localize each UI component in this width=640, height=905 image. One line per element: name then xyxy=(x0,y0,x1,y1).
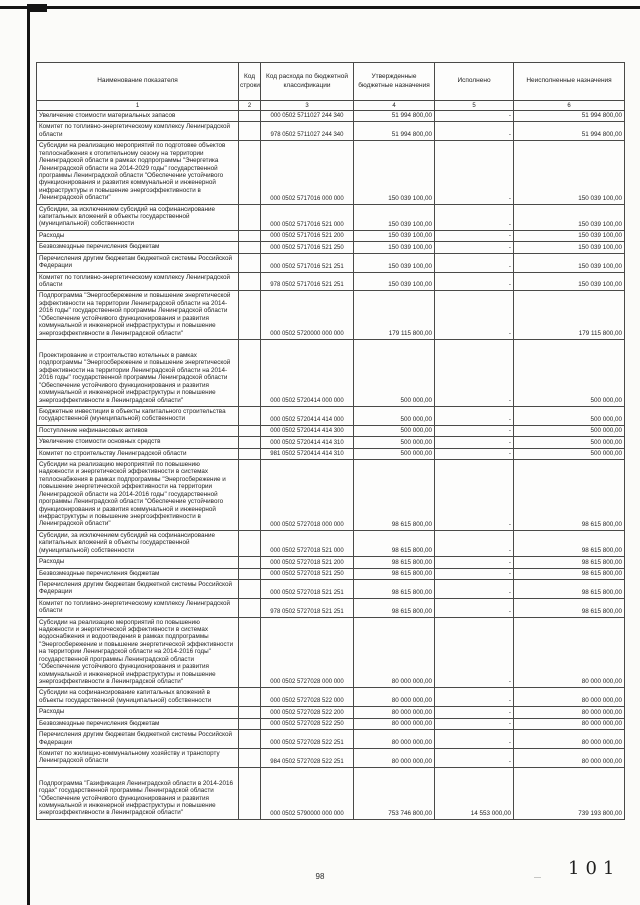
header-line-code: Код строки xyxy=(239,63,261,101)
cell-approved: 98 615 800,00 xyxy=(354,598,435,617)
stamp-number: 101 xyxy=(568,858,621,879)
cell-unexecuted: 51 994 800,00 xyxy=(514,122,625,141)
table-row xyxy=(37,767,625,819)
cell-line-code xyxy=(239,530,261,556)
cell-expense-code: 000 0502 5717016 000 000 xyxy=(261,141,354,204)
cell-indicator-name: Комитет по топливно-энергетическому комплексу Ленинградской области xyxy=(37,598,239,617)
table-row xyxy=(37,579,625,598)
table-row xyxy=(37,111,625,122)
cell-approved: 500 000,00 xyxy=(354,425,435,436)
cell-executed: - xyxy=(435,339,514,406)
cell-approved: 500 000,00 xyxy=(354,406,435,425)
cell-line-code xyxy=(239,253,261,272)
cell-approved: 51 994 800,00 xyxy=(354,111,435,122)
cell-line-code xyxy=(239,707,261,718)
cell-line-code xyxy=(239,617,261,688)
header-row xyxy=(37,63,625,101)
header-unexecuted: Неисполненные назначения xyxy=(514,63,625,101)
table-row xyxy=(37,688,625,707)
cell-indicator-name: Поступление нефинансовых активов xyxy=(37,425,239,436)
cell-expense-code: 000 0502 5720414 414 310 xyxy=(261,437,354,448)
cell-approved: 150 039 100,00 xyxy=(354,141,435,204)
cell-line-code xyxy=(239,688,261,707)
cell-approved: 80 000 000,00 xyxy=(354,688,435,707)
table-row xyxy=(37,707,625,718)
cell-indicator-name: Безвозмездные перечисления бюджетам xyxy=(37,568,239,579)
cell-executed: - xyxy=(435,242,514,253)
cell-unexecuted: 80 000 000,00 xyxy=(514,748,625,767)
scan-edge-left xyxy=(27,5,30,905)
cell-indicator-name: Расходы xyxy=(37,707,239,718)
column-number: 3 xyxy=(261,101,354,111)
cell-unexecuted: 98 615 800,00 xyxy=(514,460,625,531)
table-row xyxy=(37,557,625,568)
column-number: 5 xyxy=(435,101,514,111)
cell-line-code xyxy=(239,557,261,568)
cell-expense-code: 978 0502 5727018 521 251 xyxy=(261,598,354,617)
cell-executed: - xyxy=(435,204,514,230)
cell-unexecuted: 500 000,00 xyxy=(514,339,625,406)
cell-unexecuted: 150 039 100,00 xyxy=(514,242,625,253)
cell-approved: 98 615 800,00 xyxy=(354,568,435,579)
cell-expense-code: 000 0502 5727028 522 200 xyxy=(261,707,354,718)
cell-expense-code: 000 0502 5711027 244 340 xyxy=(261,111,354,122)
cell-indicator-name: Безвозмездные перечисления бюджетам xyxy=(37,718,239,729)
table-row xyxy=(37,748,625,767)
cell-line-code xyxy=(239,230,261,241)
cell-approved: 150 039 100,00 xyxy=(354,230,435,241)
cell-executed: - xyxy=(435,557,514,568)
column-number-row xyxy=(37,101,625,111)
cell-approved: 150 039 100,00 xyxy=(354,272,435,291)
table-row xyxy=(37,122,625,141)
cell-approved: 80 000 000,00 xyxy=(354,730,435,749)
cell-expense-code: 984 0502 5727028 522 251 xyxy=(261,748,354,767)
cell-unexecuted: 500 000,00 xyxy=(514,448,625,459)
header-expense-code: Код расхода по бюджетной классификации xyxy=(261,63,354,101)
table-row xyxy=(37,204,625,230)
cell-line-code xyxy=(239,291,261,340)
cell-line-code xyxy=(239,718,261,729)
cell-expense-code: 000 0502 5790000 000 000 xyxy=(261,767,354,819)
cell-executed: - xyxy=(435,579,514,598)
cell-indicator-name: Перечисления другим бюджетам бюджетной системы Российской Федерации xyxy=(37,253,239,272)
scan-edge-top xyxy=(0,6,640,9)
cell-expense-code: 978 0502 5717016 521 251 xyxy=(261,272,354,291)
cell-approved: 98 615 800,00 xyxy=(354,579,435,598)
table-row xyxy=(37,617,625,688)
budget-table xyxy=(36,62,625,820)
cell-approved: 150 039 100,00 xyxy=(354,253,435,272)
cell-line-code xyxy=(239,730,261,749)
cell-approved: 500 000,00 xyxy=(354,339,435,406)
column-number: 4 xyxy=(354,101,435,111)
cell-expense-code: 000 0502 5720000 000 000 xyxy=(261,291,354,340)
cell-line-code xyxy=(239,448,261,459)
cell-expense-code: 000 0502 5720414 414 000 xyxy=(261,406,354,425)
cell-expense-code: 000 0502 5727018 521 251 xyxy=(261,579,354,598)
cell-unexecuted: 80 000 000,00 xyxy=(514,617,625,688)
cell-line-code xyxy=(239,425,261,436)
table-body xyxy=(37,111,625,820)
cell-line-code xyxy=(239,437,261,448)
cell-indicator-name: Безвозмездные перечисления бюджетам xyxy=(37,242,239,253)
column-number: 1 xyxy=(37,101,239,111)
cell-expense-code: 000 0502 5727018 521 250 xyxy=(261,568,354,579)
cell-unexecuted: 500 000,00 xyxy=(514,437,625,448)
cell-executed: - xyxy=(435,406,514,425)
cell-executed: - xyxy=(435,688,514,707)
cell-expense-code: 000 0502 5727028 522 251 xyxy=(261,730,354,749)
cell-unexecuted: 150 039 100,00 xyxy=(514,141,625,204)
scan-edge-corner xyxy=(27,4,47,12)
table-row xyxy=(37,291,625,340)
table-row xyxy=(37,730,625,749)
cell-expense-code: 000 0502 5717016 521 251 xyxy=(261,253,354,272)
cell-indicator-name: Субсидии, за исключением субсидий на софинансирование капитальных вложений в объекты государственной (муниципальной) собственности xyxy=(37,204,239,230)
cell-unexecuted: 150 039 100,00 xyxy=(514,272,625,291)
cell-executed: - xyxy=(435,230,514,241)
cell-unexecuted: 80 000 000,00 xyxy=(514,688,625,707)
cell-unexecuted: 80 000 000,00 xyxy=(514,707,625,718)
cell-indicator-name: Расходы xyxy=(37,230,239,241)
cell-approved: 500 000,00 xyxy=(354,437,435,448)
cell-indicator-name: Расходы xyxy=(37,557,239,568)
cell-line-code xyxy=(239,141,261,204)
table-row xyxy=(37,406,625,425)
cell-unexecuted: 739 193 800,00 xyxy=(514,767,625,819)
cell-executed: - xyxy=(435,748,514,767)
cell-unexecuted: 500 000,00 xyxy=(514,425,625,436)
cell-indicator-name: Увеличение стоимости материальных запасов xyxy=(37,111,239,122)
cell-unexecuted: 150 039 100,00 xyxy=(514,204,625,230)
cell-line-code xyxy=(239,122,261,141)
cell-expense-code: 000 0502 5717016 521 250 xyxy=(261,242,354,253)
column-number: 2 xyxy=(239,101,261,111)
table-row xyxy=(37,253,625,272)
cell-indicator-name: Перечисления другим бюджетам бюджетной системы Российской Федерации xyxy=(37,730,239,749)
cell-approved: 500 000,00 xyxy=(354,448,435,459)
cell-expense-code: 000 0502 5727028 000 000 xyxy=(261,617,354,688)
cell-approved: 753 746 800,00 xyxy=(354,767,435,819)
cell-unexecuted: 98 615 800,00 xyxy=(514,598,625,617)
cell-indicator-name: Субсидии, за исключением субсидий на софинансирование капитальных вложений в объекты государственной (муниципальной) собственности xyxy=(37,530,239,556)
cell-executed: - xyxy=(435,425,514,436)
cell-approved: 150 039 100,00 xyxy=(354,204,435,230)
cell-unexecuted: 51 994 800,00 xyxy=(514,111,625,122)
cell-executed: - xyxy=(435,568,514,579)
cell-line-code xyxy=(239,748,261,767)
cell-expense-code: 000 0502 5727028 522 000 xyxy=(261,688,354,707)
cell-approved: 150 039 100,00 xyxy=(354,242,435,253)
cell-line-code xyxy=(239,242,261,253)
page-number: 98 xyxy=(315,872,325,881)
cell-approved: 51 994 800,00 xyxy=(354,122,435,141)
cell-unexecuted: 98 615 800,00 xyxy=(514,530,625,556)
cell-expense-code: 000 0502 5720414 414 300 xyxy=(261,425,354,436)
cell-expense-code: 000 0502 5717016 521 000 xyxy=(261,204,354,230)
cell-indicator-name: Комитет по строительству Ленинградской области xyxy=(37,448,239,459)
cell-expense-code: 000 0502 5717016 521 200 xyxy=(261,230,354,241)
cell-approved: 98 615 800,00 xyxy=(354,557,435,568)
cell-line-code xyxy=(239,598,261,617)
cell-expense-code: 000 0502 5720414 000 000 xyxy=(261,339,354,406)
header-approved: Утвержденные бюджетные назначения xyxy=(354,63,435,101)
cell-executed: - xyxy=(435,598,514,617)
cell-expense-code: 978 0502 5711027 244 340 xyxy=(261,122,354,141)
cell-executed: - xyxy=(435,707,514,718)
cell-line-code xyxy=(239,568,261,579)
cell-expense-code: 000 0502 5727018 000 000 xyxy=(261,460,354,531)
cell-executed: - xyxy=(435,448,514,459)
cell-executed: - xyxy=(435,111,514,122)
cell-approved: 98 615 800,00 xyxy=(354,530,435,556)
cell-line-code xyxy=(239,339,261,406)
cell-approved: 80 000 000,00 xyxy=(354,617,435,688)
cell-executed: - xyxy=(435,730,514,749)
cell-executed: - xyxy=(435,122,514,141)
table-row xyxy=(37,339,625,406)
cell-executed: - xyxy=(435,718,514,729)
table-header xyxy=(37,63,625,111)
table-row xyxy=(37,448,625,459)
cell-unexecuted: 150 039 100,00 xyxy=(514,230,625,241)
cell-indicator-name: Комитет по топливно-энергетическому комплексу Ленинградской области xyxy=(37,122,239,141)
cell-indicator-name: Субсидии на реализацию мероприятий по повышению надежности и энергетической эффективности в системах водоснабжения и водоотведения в рамках подпрограммы "Энергосбережение и повышение энергетической эффективности на территории Ленинградской области на 2014-2016 годы" государственной программы Ленинградской области "Обеспечение устойчивого функционирования и развития коммунальной и инженерной инфраструктуры и повышение энергоэффективности в Ленинградской области" xyxy=(37,617,239,688)
cell-executed: - xyxy=(435,141,514,204)
cell-executed: - xyxy=(435,617,514,688)
cell-executed: - xyxy=(435,272,514,291)
cell-indicator-name: Субсидии на софинансирование капитальных вложений в объекты государственной (муниципальной) собственности xyxy=(37,688,239,707)
cell-executed: - xyxy=(435,253,514,272)
table-row xyxy=(37,530,625,556)
cell-executed: - xyxy=(435,530,514,556)
cell-indicator-name: Подпрограмма "Энергосбережение и повышение энергетической эффективности на территории Ленинградской области на 2014-2016 годы" государственной программы Ленинградской области "Обеспечение устойчивого функционирования и развития коммунальной и инженерной инфраструктуры и повышение энергоэффективности в Ленинградской области" xyxy=(37,291,239,340)
cell-expense-code: 000 0502 5727018 521 000 xyxy=(261,530,354,556)
cell-indicator-name: Субсидии на реализацию мероприятий по подготовке объектов теплоснабжения к отопительному сезону на территории Ленинградской области в рамках подпрограммы "Энергетика Ленинградской области на 2014-2029 годы" государственной программы Ленинградской области "Обеспечение устойчивого функционирования и развития коммунальной и инженерной инфраструктуры и повышение энергоэффективности в Ленинградской области" xyxy=(37,141,239,204)
cell-unexecuted: 98 615 800,00 xyxy=(514,579,625,598)
cell-unexecuted: 80 000 000,00 xyxy=(514,730,625,749)
cell-line-code xyxy=(239,406,261,425)
table-row xyxy=(37,272,625,291)
cell-approved: 80 000 000,00 xyxy=(354,718,435,729)
cell-expense-code: 000 0502 5727028 522 250 xyxy=(261,718,354,729)
cell-approved: 98 615 800,00 xyxy=(354,460,435,531)
cell-line-code xyxy=(239,204,261,230)
cell-unexecuted: 179 115 800,00 xyxy=(514,291,625,340)
cell-indicator-name: Бюджетные инвестиции в объекты капитального строительства государственной (муниципальной) собственности xyxy=(37,406,239,425)
cell-line-code xyxy=(239,111,261,122)
cell-expense-code: 981 0502 5720414 414 310 xyxy=(261,448,354,459)
column-number: 6 xyxy=(514,101,625,111)
cell-approved: 80 000 000,00 xyxy=(354,748,435,767)
footer-mark: — xyxy=(534,874,542,881)
cell-approved: 179 115 800,00 xyxy=(354,291,435,340)
table-row xyxy=(37,230,625,241)
cell-unexecuted: 98 615 800,00 xyxy=(514,557,625,568)
cell-line-code xyxy=(239,579,261,598)
cell-indicator-name: Перечисления другим бюджетам бюджетной системы Российской Федерации xyxy=(37,579,239,598)
cell-unexecuted: 98 615 800,00 xyxy=(514,568,625,579)
cell-unexecuted: 500 000,00 xyxy=(514,406,625,425)
cell-executed: - xyxy=(435,460,514,531)
header-indicator-name: Наименование показателя xyxy=(37,63,239,101)
table-row xyxy=(37,568,625,579)
header-executed: Исполнено xyxy=(435,63,514,101)
cell-indicator-name: Проектирование и строительство котельных в рамках подпрограммы "Энергосбережение и повышение энергетической эффективности на территории Ленинградской области на 2014-2016 годы" государственной программы Ленинградской области "Обеспечение устойчивого функционирования и развития коммунальной и инженерной инфраструктуры и повышение энергоэффективности в Ленинградской области" xyxy=(37,339,239,406)
table-row xyxy=(37,437,625,448)
cell-executed: - xyxy=(435,437,514,448)
cell-line-code xyxy=(239,460,261,531)
cell-indicator-name: Субсидии на реализацию мероприятий по повышению надежности и энергетической эффективности в системах теплоснабжения в рамках подпрограммы "Энергосбережение и повышение энергетической эффективности на территории Ленинградской области на 2014-2016 годы" государственной программы Ленинградской области "Обеспечение устойчивого функционирования и развития коммунальной и инженерной инфраструктуры и повышение энергоэффективности в Ленинградской области" xyxy=(37,460,239,531)
cell-line-code xyxy=(239,767,261,819)
cell-executed: 14 553 000,00 xyxy=(435,767,514,819)
table-row xyxy=(37,460,625,531)
table-row xyxy=(37,141,625,204)
cell-expense-code: 000 0502 5727018 521 200 xyxy=(261,557,354,568)
cell-indicator-name: Увеличение стоимости основных средств xyxy=(37,437,239,448)
cell-approved: 80 000 000,00 xyxy=(354,707,435,718)
cell-indicator-name: Подпрограмма "Газификация Ленинградской области в 2014-2016 годах" государственной программы Ленинградской области "Обеспечение устойчивого функционирования и развития коммунальной и инженерной инфраструктуры и повышение энергоэффективности в Ленинградской области" xyxy=(37,767,239,819)
cell-indicator-name: Комитет по жилищно-коммунальному хозяйству и транспорту Ленинградской области xyxy=(37,748,239,767)
cell-unexecuted: 80 000 000,00 xyxy=(514,718,625,729)
cell-line-code xyxy=(239,272,261,291)
cell-unexecuted: 150 039 100,00 xyxy=(514,253,625,272)
cell-executed: - xyxy=(435,291,514,340)
table-row xyxy=(37,425,625,436)
table-row xyxy=(37,718,625,729)
table-row xyxy=(37,598,625,617)
cell-indicator-name: Комитет по топливно-энергетическому комплексу Ленинградской области xyxy=(37,272,239,291)
table-row xyxy=(37,242,625,253)
